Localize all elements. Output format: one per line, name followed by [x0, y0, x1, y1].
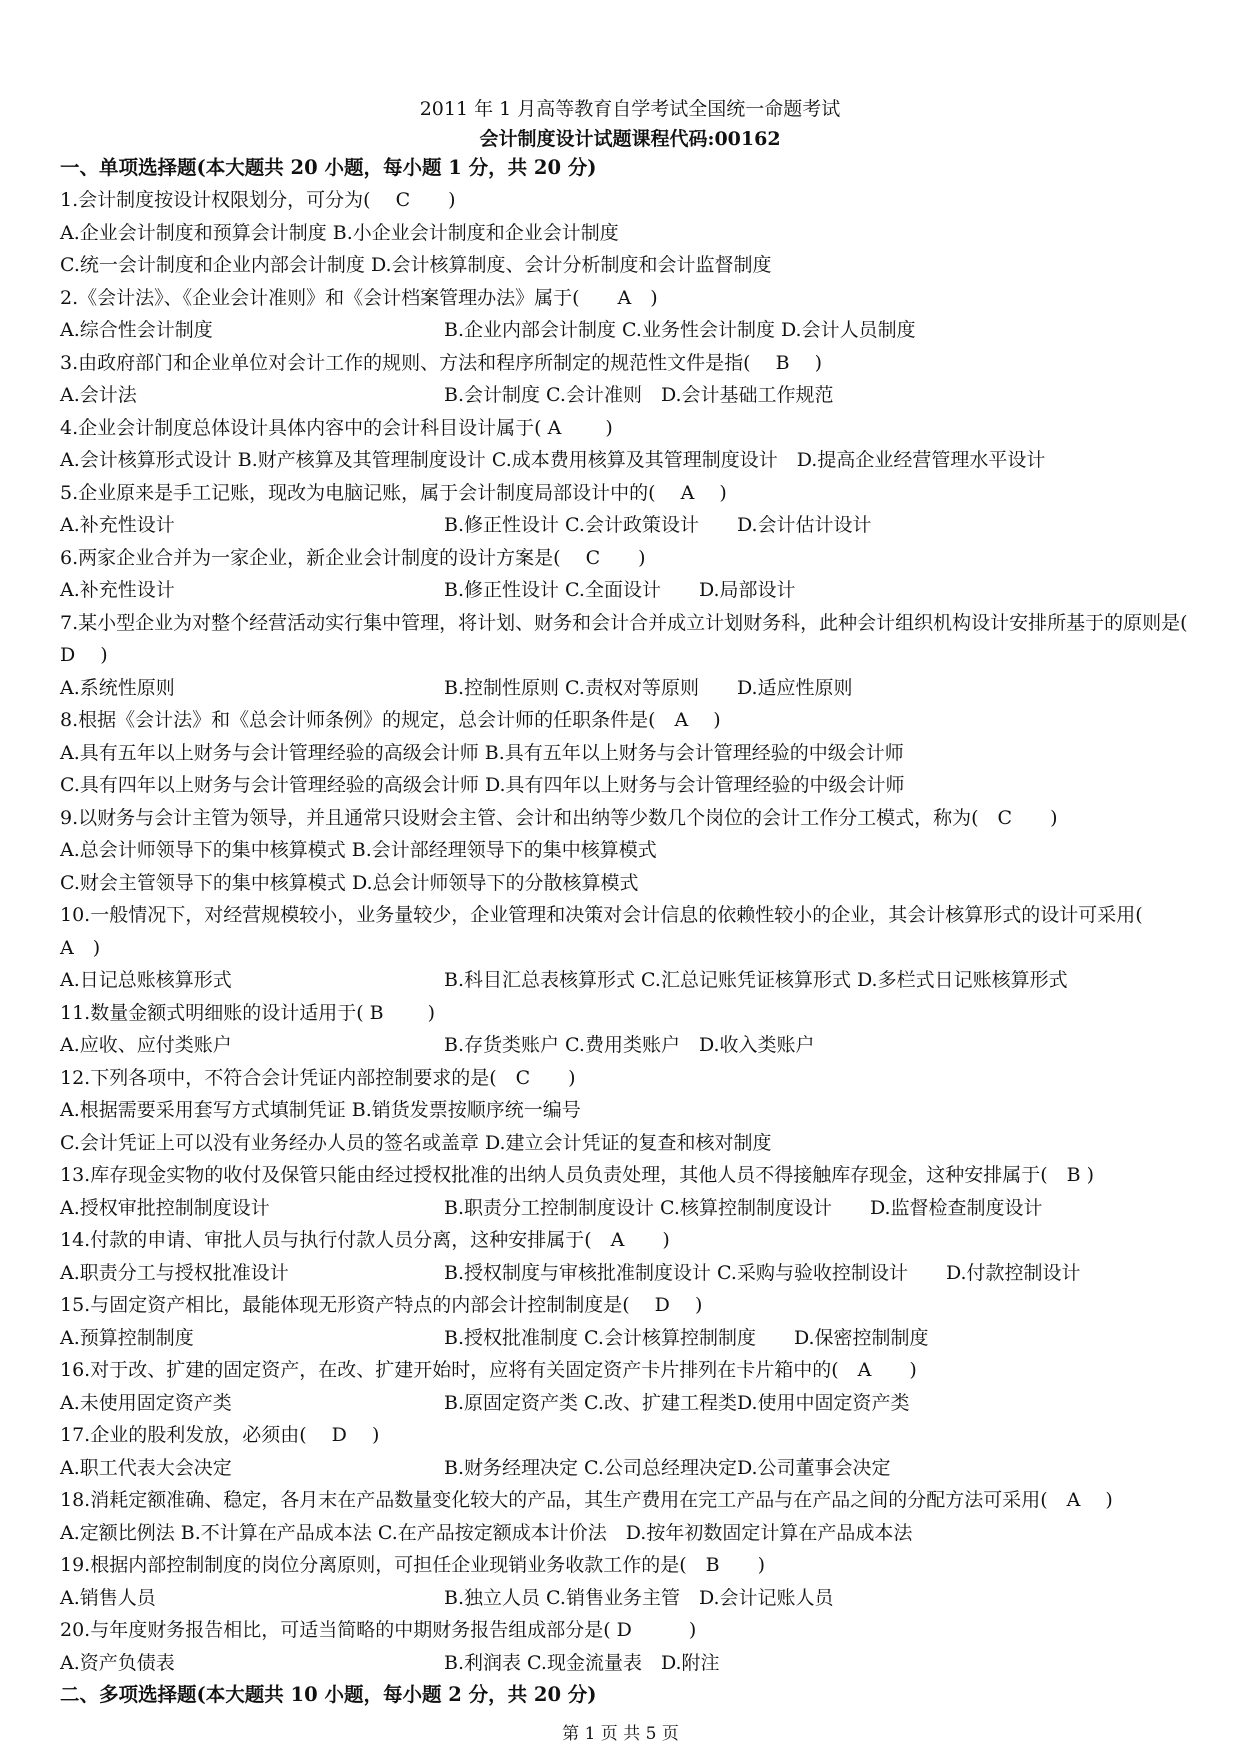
option-a: A.预算控制制度 [60, 1326, 194, 1349]
option-a: A.日记总账核算形式 [60, 969, 232, 991]
question-stem: 19.根据内部控制制度的岗位分离原则，可担任企业现销业务收款工作的是( B ) [60, 1554, 766, 1576]
section-heading-multiple-choice: 二、多项选择题(本大题共 10 小题，每小题 2 分，共 20 分) [60, 1683, 597, 1706]
page-number-footer: 第 1 页 共 5 页 [562, 1724, 679, 1744]
option-a: A.会计法 [60, 384, 137, 406]
question-stem: 4.企业会计制度总体设计具体内容中的会计科目设计属于( A ) [60, 416, 613, 439]
option-a: A.补充性设计 [60, 579, 175, 601]
option-rest: B.利润表 C.现金流量表 D.附注 [444, 1651, 720, 1674]
option-line: A.定额比例法 B.不计算在产品成本法 C.在产品按定额成本计价法 D.按年初数固定计算在产品成本法 [60, 1521, 913, 1544]
option-row [60, 1322, 1200, 1355]
question-stem: 10.一般情况下，对经营规模较小，业务量较少，企业管理和决策对会计信息的依赖性较小的企业，其会计核算形式的设计可采用( A ) [60, 904, 1181, 959]
question-10 [60, 899, 1200, 997]
option-a: A.综合性会计制度 [60, 319, 213, 341]
question-12 [60, 1062, 1200, 1160]
option-line: C.财会主管领导下的集中核算模式 D.总会计师领导下的分散核算模式 [60, 871, 639, 894]
option-rest: B.财务经理决定 C.公司总经理决定D.公司董事会决定 [444, 1456, 891, 1479]
option-rest: B.独立人员 C.销售业务主管 D.会计记账人员 [444, 1586, 834, 1609]
option-line: C.统一会计制度和企业内部会计制度 D.会计核算制度、会计分析制度和会计监督制度 [60, 254, 772, 276]
option-row [60, 1029, 1200, 1062]
option-row [60, 1582, 1200, 1615]
option-rest: B.授权制度与审核批准制度设计 C.采购与验收控制设计 D.付款控制设计 [444, 1261, 1081, 1284]
question-stem: 16.对于改、扩建的固定资产，在改、扩建开始时，应将有关固定资产卡片排列在卡片箱中的( A ) [60, 1359, 917, 1381]
option-rest: B.存货类账户 C.费用类账户 D.收入类账户 [444, 1034, 815, 1056]
question-2 [60, 282, 1200, 347]
question-9 [60, 802, 1200, 900]
option-rest: B.修正性设计 C.全面设计 D.局部设计 [444, 579, 796, 601]
question-19 [60, 1549, 1200, 1614]
question-4 [60, 412, 1200, 477]
option-a: A.未使用固定资产类 [60, 1391, 232, 1414]
question-stem: 18.消耗定额准确、稳定，各月末在产品数量变化较大的产品，其生产费用在完工产品与在产品之间的分配方法可采用( A ) [60, 1489, 1113, 1511]
section-heading-single-choice: 一、单项选择题(本大题共 20 小题，每小题 1 分，共 20 分) [60, 156, 597, 179]
question-stem: 14.付款的申请、审批人员与执行付款人员分离，这种安排属于( A ) [60, 1229, 670, 1251]
question-1 [60, 184, 1200, 282]
question-18 [60, 1484, 1200, 1549]
option-rest: B.原固定资产类 C.改、扩建工程类D.使用中固定资产类 [444, 1391, 910, 1414]
question-list [60, 184, 1213, 1679]
question-stem: 9.以财务与会计主管为领导，并且通常只设财会主管、会计和出纳等少数几个岗位的会计工作分工模式，称为( C ) [60, 806, 1058, 829]
question-15 [60, 1289, 1200, 1354]
option-row [60, 1257, 1200, 1290]
option-row [60, 314, 1200, 347]
question-stem: 13.库存现金实物的收付及保管只能由经过授权批准的出纳人员负责处理，其他人员不得接触库存现金，这种安排属于( B ) [60, 1164, 1095, 1186]
question-stem: 1.会计制度按设计权限划分，可分为( C ) [60, 189, 456, 211]
question-stem: 20.与年度财务报告相比，可适当简略的中期财务报告组成部分是( D ) [60, 1619, 697, 1641]
option-line: A.根据需要采用套写方式填制凭证 B.销货发票按顺序统一编号 [60, 1099, 581, 1121]
option-a: A.职工代表大会决定 [60, 1456, 232, 1479]
option-a: A.系统性原则 [60, 676, 175, 699]
question-17 [60, 1419, 1200, 1484]
exam-content [60, 94, 1213, 1711]
option-line: C.具有四年以上财务与会计管理经验的高级会计师 D.具有四年以上财务与会计管理经验的中级会计师 [60, 774, 905, 796]
question-stem: 8.根据《会计法》和《总会计师条例》的规定，总会计师的任职条件是( A ) [60, 709, 721, 731]
option-rest: B.授权批准制度 C.会计核算控制制度 D.保密控制制度 [444, 1326, 929, 1349]
option-line: C.会计凭证上可以没有业务经办人员的签名或盖章 D.建立会计凭证的复查和核对制度 [60, 1131, 772, 1154]
question-5 [60, 477, 1200, 542]
question-13 [60, 1159, 1200, 1224]
question-stem: 17.企业的股利发放，必须由( D ) [60, 1424, 380, 1446]
question-20 [60, 1614, 1200, 1679]
option-line: A.具有五年以上财务与会计管理经验的高级会计师 B.具有五年以上财务与会计管理经验的中级会计师 [60, 741, 904, 764]
option-row [60, 672, 1200, 705]
option-row [60, 1387, 1200, 1420]
exam-subtitle: 会计制度设计试题课程代码:00162 [479, 128, 781, 150]
question-stem: 12.下列各项中，不符合会计凭证内部控制要求的是( C ) [60, 1066, 576, 1089]
option-a: A.授权审批控制制度设计 [60, 1196, 270, 1219]
option-row [60, 574, 1200, 607]
option-row [60, 1452, 1200, 1485]
option-a: A.资产负债表 [60, 1651, 175, 1674]
option-row [60, 1647, 1200, 1680]
option-rest: B.修正性设计 C.会计政策设计 D.会计估计设计 [444, 514, 872, 536]
option-line: A.会计核算形式设计 B.财产核算及其管理制度设计 C.成本费用核算及其管理制度设计 D.提高企业经营管理水平设计 [60, 449, 1046, 471]
question-8 [60, 704, 1200, 802]
option-line: A.总会计师领导下的集中核算模式 B.会计部经理领导下的集中核算模式 [60, 839, 657, 861]
question-stem: 2.《会计法》、《企业会计准则》和《会计档案管理办法》属于( A ) [60, 286, 658, 309]
question-stem: 15.与固定资产相比，最能体现无形资产特点的内部会计控制制度是( D ) [60, 1294, 703, 1316]
option-a: A.职责分工与授权批准设计 [60, 1261, 289, 1284]
option-rest: B.控制性原则 C.责权对等原则 D.适应性原则 [444, 676, 853, 699]
option-row [60, 1192, 1200, 1225]
exam-title: 2011 年 1 月高等教育自学考试全国统一命题考试 [419, 98, 841, 120]
question-11 [60, 997, 1200, 1062]
question-6 [60, 542, 1200, 607]
option-rest: B.会计制度 C.会计准则 D.会计基础工作规范 [444, 384, 834, 406]
question-stem: 7.某小型企业为对整个经营活动实行集中管理，将计划、财务和会计合并成立计划财务科，此种会计组织机构设计安排所基于的原则是( D ) [60, 611, 1213, 666]
option-a: A.补充性设计 [60, 514, 175, 536]
option-a: A.应收、应付类账户 [60, 1034, 232, 1056]
question-3 [60, 347, 1200, 412]
question-stem: 11.数量金额式明细账的设计适用于( B ) [60, 1001, 436, 1024]
option-rest: B.职责分工控制制度设计 C.核算控制制度设计 D.监督检查制度设计 [444, 1196, 1043, 1219]
question-16 [60, 1354, 1200, 1419]
option-rest: B.企业内部会计制度 C.业务性会计制度 D.会计人员制度 [444, 319, 916, 341]
option-row [60, 509, 1200, 542]
option-line: A.企业会计制度和预算会计制度 B.小企业会计制度和企业会计制度 [60, 221, 619, 244]
question-stem: 5.企业原来是手工记账，现改为电脑记账，属于会计制度局部设计中的( A ) [60, 481, 727, 504]
question-stem: 3.由政府部门和企业单位对会计工作的规则、方法和程序所制定的规范性文件是指( B ) [60, 351, 822, 374]
option-row [60, 379, 1200, 412]
option-rest: B.科目汇总表核算形式 C.汇总记账凭证核算形式 D.多栏式日记账核算形式 [444, 969, 1068, 991]
question-stem: 6.两家企业合并为一家企业，新企业会计制度的设计方案是( C ) [60, 546, 646, 569]
option-row [60, 964, 1200, 997]
question-14 [60, 1224, 1200, 1289]
question-7 [60, 607, 1213, 705]
option-a: A.销售人员 [60, 1586, 156, 1609]
